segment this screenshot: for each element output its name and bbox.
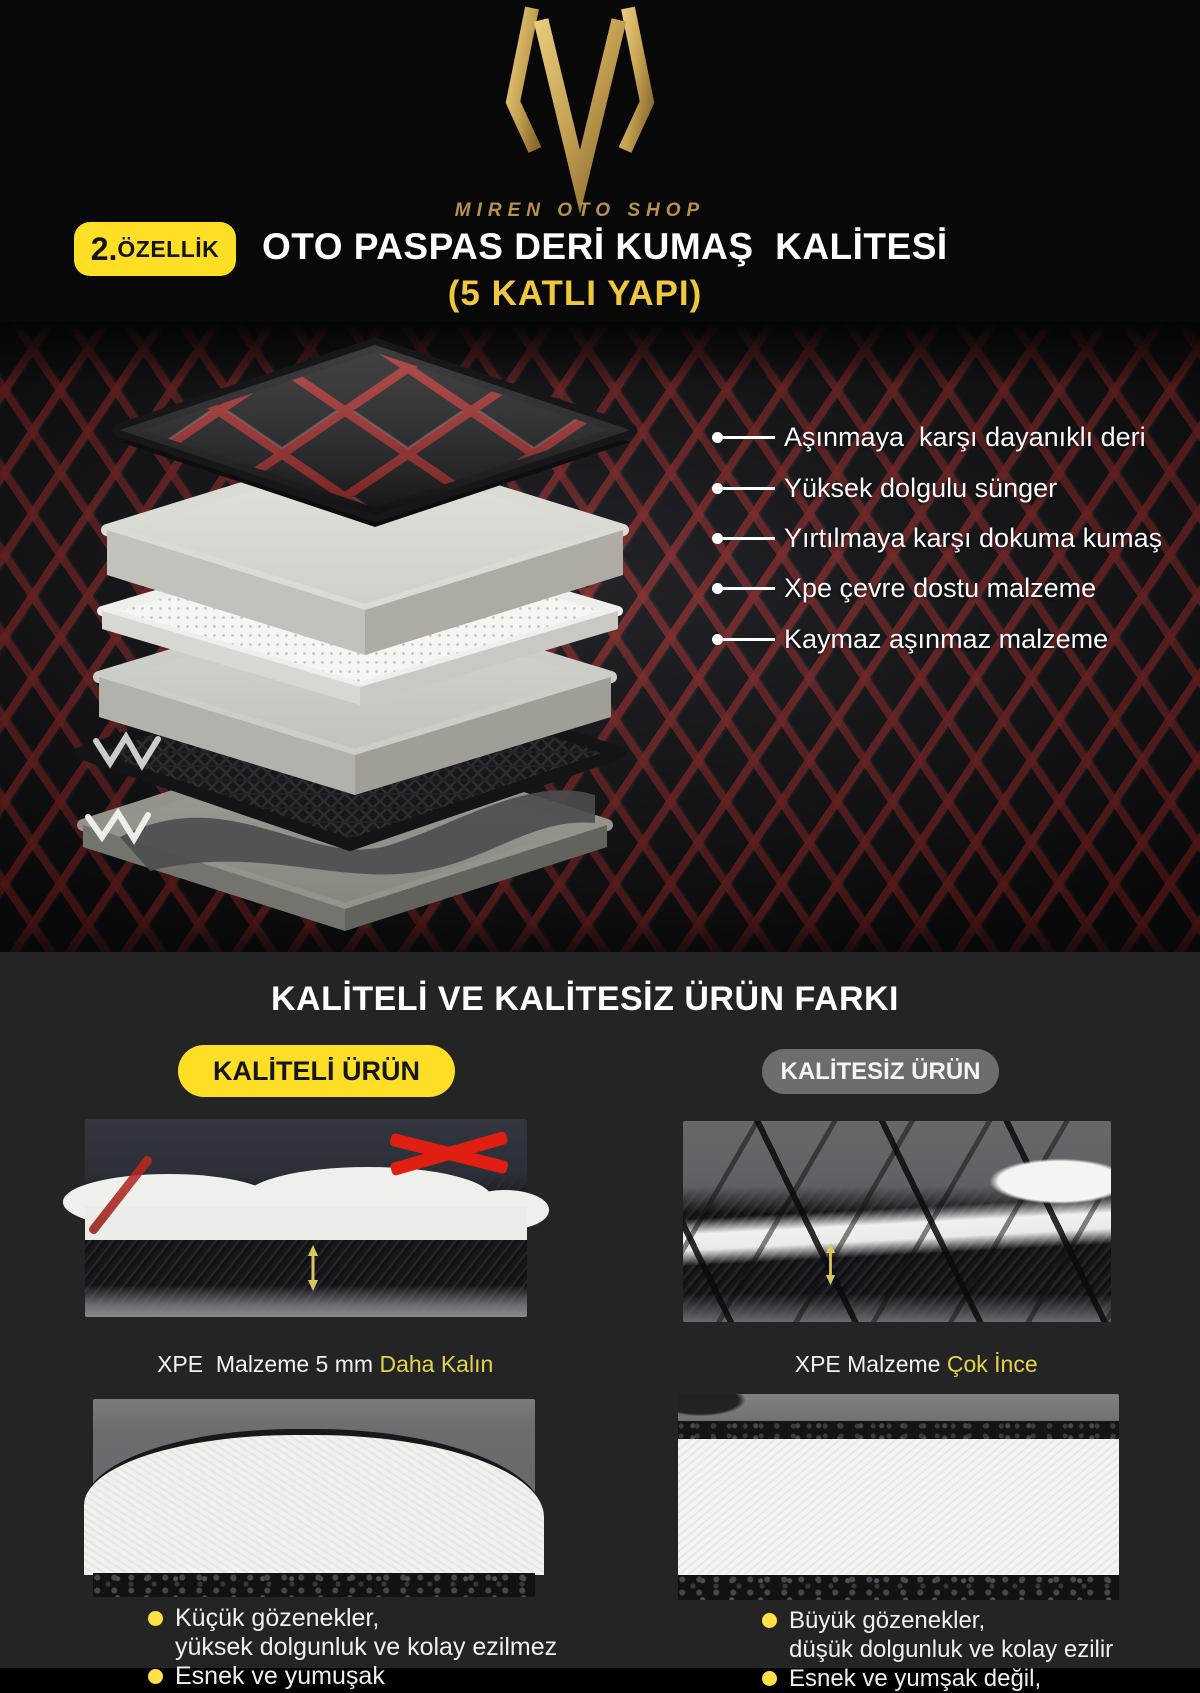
callout-antislip — [712, 622, 1108, 656]
bullet-dot-icon — [148, 1611, 163, 1626]
poor-product-badge — [762, 1049, 999, 1094]
quality-caption-highlight: Daha Kalın — [379, 1351, 494, 1377]
poor-foam-image — [678, 1394, 1119, 1600]
red-stitch-mark — [389, 1131, 509, 1177]
callout-sponge — [712, 471, 1057, 505]
logo-strokes — [513, 8, 647, 182]
list-item — [175, 1633, 628, 1662]
callout-line — [723, 638, 775, 641]
bullet-text: Esnek ve yumuşak — [175, 1662, 385, 1690]
callout-dot-icon — [712, 583, 723, 594]
foam-dome — [84, 1429, 544, 1576]
callout-dot-icon — [712, 533, 723, 544]
callout-line — [723, 587, 775, 590]
poor-caption-highlight: Çok İnce — [946, 1351, 1038, 1377]
callout-woven-fabric — [712, 521, 1162, 555]
quality-foam-image — [93, 1399, 535, 1597]
callout-dot-icon — [712, 432, 723, 443]
quality-product-badge-label: KALİTELİ ÜRÜN — [213, 1055, 420, 1086]
quality-caption-text: XPE Malzeme 5 mm — [157, 1351, 380, 1377]
callout-xpe — [712, 571, 1096, 605]
poor-cross-section-image — [683, 1121, 1111, 1322]
feature-badge-number: 2. — [90, 230, 118, 267]
callout-label: Yüksek dolgulu sünger — [784, 472, 1058, 503]
poor-bullet-list — [762, 1606, 1192, 1693]
thickness-arrow-icon — [824, 1242, 837, 1291]
list-item — [148, 1662, 628, 1691]
exploded-layers-diagram — [30, 325, 710, 965]
quality-cross-section-image — [85, 1119, 527, 1317]
list-item — [789, 1635, 1192, 1664]
bullet-dot-icon — [148, 1669, 163, 1684]
bullet-text: Küçük gözenekler, — [175, 1604, 380, 1632]
bullet-text: düşük dolgunluk ve kolay ezilir — [789, 1636, 1114, 1663]
callout-dot-icon — [712, 634, 723, 645]
callout-line — [723, 436, 775, 439]
callout-label: Aşınmaya karşı dayanıklı deri — [784, 421, 1146, 452]
quality-bullet-list — [148, 1604, 628, 1691]
gravel-strip — [678, 1575, 1119, 1600]
page-subtitle: (5 KATLI YAPI) — [447, 274, 703, 313]
callout-label: Xpe çevre dostu malzeme — [784, 572, 1097, 603]
quality-product-badge — [178, 1045, 455, 1097]
brand-name: MIREN OTO SHOP — [454, 200, 706, 221]
feature-badge — [74, 222, 236, 276]
foam-band — [85, 1206, 527, 1240]
list-item — [148, 1604, 628, 1633]
comparison-title: KALİTELİ VE KALİTESİZ ÜRÜN FARKI — [271, 980, 899, 1018]
feature-badge-label: ÖZELLİK — [117, 235, 220, 262]
gravel-strip — [93, 1573, 535, 1597]
brand-logo-m-icon — [505, 0, 655, 192]
bullet-text: Büyük gözenekler, — [789, 1607, 986, 1634]
bullet-dot-icon — [762, 1613, 777, 1628]
bullet-text: Esnek ve yumşak değil, — [789, 1665, 1042, 1692]
list-item — [762, 1606, 1192, 1635]
callout-label: Yırtılmaya karşı dokuma kumaş — [784, 522, 1163, 553]
thickness-arrow-icon — [306, 1244, 320, 1297]
comparison-section — [0, 952, 1200, 1692]
callout-line — [723, 537, 775, 540]
fiber-strip — [678, 1421, 1119, 1442]
page-title: OTO PASPAS DERİ KUMAŞ KALİTESİ — [262, 226, 948, 267]
foam-flat — [678, 1439, 1119, 1575]
list-item — [762, 1664, 1192, 1693]
poor-caption-text: XPE Malzeme — [794, 1351, 947, 1377]
poor-caption — [683, 1324, 1111, 1405]
callout-leather — [712, 420, 1146, 454]
bullet-dot-icon — [762, 1671, 777, 1686]
callout-dot-icon — [712, 483, 723, 494]
brand-logo — [0, 0, 1160, 197]
quality-caption — [85, 1324, 527, 1405]
bullet-text: yüksek dolgunluk ve kolay ezilmez — [175, 1633, 558, 1661]
callout-line — [723, 487, 775, 490]
poor-product-badge-label: KALİTESİZ ÜRÜN — [780, 1057, 981, 1085]
callout-label: Kaymaz aşınmaz malzeme — [784, 623, 1109, 654]
